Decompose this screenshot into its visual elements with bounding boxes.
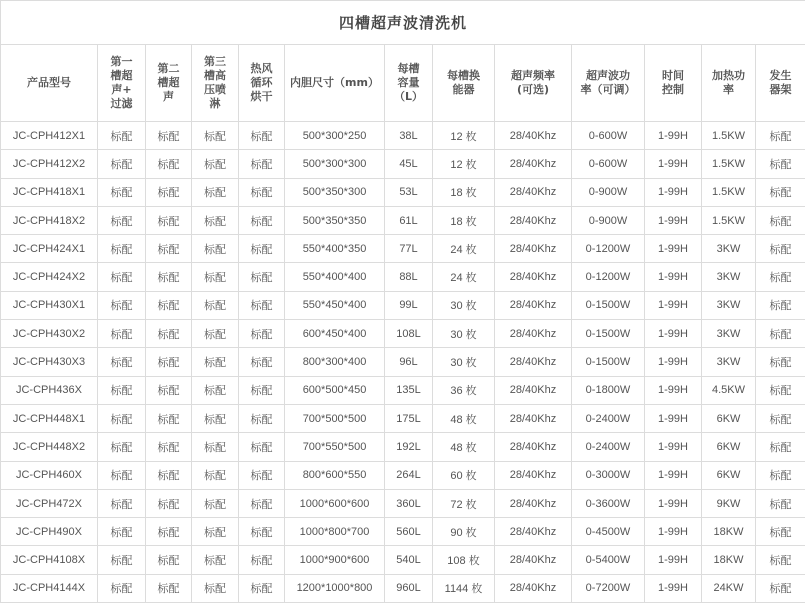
table-cell: 标配 (98, 433, 146, 461)
table-cell: 1-99H (645, 461, 702, 489)
table-cell: 标配 (146, 150, 192, 178)
table-cell: 标配 (239, 348, 285, 376)
table-cell: 标配 (239, 404, 285, 432)
table-cell: 53L (385, 178, 433, 206)
table-cell: 标配 (192, 122, 239, 150)
table-cell: 28/40Khz (495, 291, 572, 319)
table-row (1, 546, 805, 574)
table-row (1, 489, 805, 517)
table-row (1, 235, 805, 263)
table-cell: 0-1500W (572, 348, 645, 376)
table-cell: 1-99H (645, 433, 702, 461)
model-cell: JC-CPH448X1 (1, 404, 98, 432)
column-header: 第二 槽超 声 (146, 45, 192, 122)
table-cell: 标配 (146, 291, 192, 319)
table-cell: 标配 (192, 263, 239, 291)
table-cell: 30 枚 (433, 320, 495, 348)
table-cell: 0-1800W (572, 376, 645, 404)
table-cell: 标配 (756, 235, 805, 263)
table-cell: 700*500*500 (285, 404, 385, 432)
table-cell: 标配 (192, 376, 239, 404)
table-cell: 28/40Khz (495, 404, 572, 432)
table-cell: 175L (385, 404, 433, 432)
table-row (1, 461, 805, 489)
table-cell: 标配 (756, 348, 805, 376)
table-cell: 标配 (192, 546, 239, 574)
table-cell: 标配 (756, 263, 805, 291)
table-cell: 0-7200W (572, 574, 645, 602)
table-cell: 1-99H (645, 404, 702, 432)
table-cell: 标配 (146, 546, 192, 574)
table-cell: 1.5KW (702, 122, 756, 150)
column-header: 热风 循环 烘干 (239, 45, 285, 122)
table-cell: 108L (385, 320, 433, 348)
table-cell: 标配 (98, 235, 146, 263)
table-cell: 标配 (98, 546, 146, 574)
table-cell: 标配 (192, 574, 239, 602)
table-cell: 3KW (702, 235, 756, 263)
table-cell: 标配 (756, 150, 805, 178)
table-cell: 61L (385, 206, 433, 234)
table-cell: 1-99H (645, 489, 702, 517)
table-cell: 0-1200W (572, 263, 645, 291)
table-cell: 48 枚 (433, 404, 495, 432)
table-cell: 标配 (146, 235, 192, 263)
model-cell: JC-CPH430X2 (1, 320, 98, 348)
table-cell: 600*500*450 (285, 376, 385, 404)
column-header: 时间 控制 (645, 45, 702, 122)
table-cell: 标配 (239, 518, 285, 546)
table-cell: 1000*600*600 (285, 489, 385, 517)
table-cell: 108 枚 (433, 546, 495, 574)
table-cell: 500*300*250 (285, 122, 385, 150)
model-cell: JC-CPH460X (1, 461, 98, 489)
table-cell: 1000*900*600 (285, 546, 385, 574)
table-cell: 标配 (98, 518, 146, 546)
table-cell: 550*400*350 (285, 235, 385, 263)
table-cell: 28/40Khz (495, 122, 572, 150)
table-cell: 标配 (98, 376, 146, 404)
table-cell: 3KW (702, 348, 756, 376)
table-cell: 264L (385, 461, 433, 489)
table-cell: 48 枚 (433, 433, 495, 461)
table-cell: 1.5KW (702, 206, 756, 234)
column-header: 发生 器架 (756, 45, 805, 122)
table-cell: 38L (385, 122, 433, 150)
table-cell: 标配 (756, 122, 805, 150)
table-cell: 500*350*350 (285, 206, 385, 234)
table-cell: 192L (385, 433, 433, 461)
table-cell: 540L (385, 546, 433, 574)
table-body (1, 122, 805, 603)
table-cell: 12 枚 (433, 150, 495, 178)
table-cell: 标配 (192, 433, 239, 461)
table-cell: 标配 (98, 574, 146, 602)
table-cell: 28/40Khz (495, 376, 572, 404)
table-cell: 标配 (756, 546, 805, 574)
table-cell: 标配 (192, 404, 239, 432)
table-cell: 1-99H (645, 263, 702, 291)
table-cell: 28/40Khz (495, 235, 572, 263)
table-row (1, 376, 805, 404)
table-row (1, 291, 805, 319)
table-cell: 标配 (239, 546, 285, 574)
table-cell: 标配 (756, 404, 805, 432)
table-cell: 标配 (146, 489, 192, 517)
table-cell: 60 枚 (433, 461, 495, 489)
table-cell: 0-2400W (572, 433, 645, 461)
table-cell: 标配 (146, 404, 192, 432)
table-cell: 550*400*400 (285, 263, 385, 291)
table-cell: 0-4500W (572, 518, 645, 546)
table-cell: 标配 (98, 320, 146, 348)
table-row (1, 518, 805, 546)
page-title: 四槽超声波清洗机 (1, 1, 805, 45)
table-cell: 24 枚 (433, 263, 495, 291)
table-cell: 标配 (98, 461, 146, 489)
table-cell: 标配 (98, 263, 146, 291)
table-cell: 标配 (756, 574, 805, 602)
table-cell: 标配 (239, 178, 285, 206)
table-cell: 1-99H (645, 291, 702, 319)
table-cell: 1-99H (645, 122, 702, 150)
table-cell: 标配 (192, 178, 239, 206)
table-cell: 1-99H (645, 320, 702, 348)
table-cell: 12 枚 (433, 122, 495, 150)
table-cell: 88L (385, 263, 433, 291)
table-cell: 1.5KW (702, 178, 756, 206)
model-cell: JC-CPH424X1 (1, 235, 98, 263)
table-cell: 1-99H (645, 546, 702, 574)
table-cell: 标配 (239, 291, 285, 319)
table-cell: 0-600W (572, 122, 645, 150)
table-cell: 1200*1000*800 (285, 574, 385, 602)
model-cell: JC-CPH4144X (1, 574, 98, 602)
table-cell: 1000*800*700 (285, 518, 385, 546)
table-row (1, 150, 805, 178)
model-cell: JC-CPH490X (1, 518, 98, 546)
table-cell: 0-600W (572, 150, 645, 178)
table-cell: 28/40Khz (495, 348, 572, 376)
table-cell: 标配 (146, 206, 192, 234)
table-cell: 标配 (98, 291, 146, 319)
table-cell: 30 枚 (433, 291, 495, 319)
table-cell: 6KW (702, 404, 756, 432)
table-cell: 标配 (146, 122, 192, 150)
table-cell: 标配 (239, 122, 285, 150)
table-cell: 标配 (756, 489, 805, 517)
table-cell: 标配 (98, 489, 146, 517)
column-header: 每槽换 能器 (433, 45, 495, 122)
model-cell: JC-CPH472X (1, 489, 98, 517)
model-cell: JC-CPH424X2 (1, 263, 98, 291)
table-cell: 标配 (756, 178, 805, 206)
table-cell: 0-1200W (572, 235, 645, 263)
table-cell: 600*450*400 (285, 320, 385, 348)
table-cell: 标配 (756, 461, 805, 489)
table-cell: 1-99H (645, 206, 702, 234)
table-cell: 标配 (239, 150, 285, 178)
table-cell: 标配 (192, 489, 239, 517)
table-row (1, 263, 805, 291)
table-cell: 标配 (756, 376, 805, 404)
table-cell: 28/40Khz (495, 518, 572, 546)
table-cell: 0-3000W (572, 461, 645, 489)
table-cell: 标配 (756, 518, 805, 546)
table-cell: 标配 (98, 178, 146, 206)
table-cell: 1-99H (645, 574, 702, 602)
table-cell: 标配 (239, 574, 285, 602)
table-cell: 28/40Khz (495, 263, 572, 291)
table-cell: 18KW (702, 518, 756, 546)
table-cell: 135L (385, 376, 433, 404)
table-cell: 36 枚 (433, 376, 495, 404)
table-cell: 18 枚 (433, 206, 495, 234)
table-cell: 标配 (146, 376, 192, 404)
table-cell: 标配 (756, 320, 805, 348)
table-cell: 标配 (239, 461, 285, 489)
table-cell: 标配 (98, 348, 146, 376)
table-cell: 960L (385, 574, 433, 602)
table-cell: 30 枚 (433, 348, 495, 376)
table-cell: 标配 (239, 206, 285, 234)
model-cell: JC-CPH436X (1, 376, 98, 404)
table-cell: 标配 (146, 518, 192, 546)
table-cell: 1-99H (645, 178, 702, 206)
column-header: 第一 槽超 声+ 过滤 (98, 45, 146, 122)
table-cell: 96L (385, 348, 433, 376)
column-header: 内胆尺寸（mm） (285, 45, 385, 122)
table-row (1, 320, 805, 348)
table-cell: 1-99H (645, 150, 702, 178)
table-cell: 700*550*500 (285, 433, 385, 461)
table-cell: 28/40Khz (495, 150, 572, 178)
table-cell: 28/40Khz (495, 574, 572, 602)
table-cell: 标配 (146, 574, 192, 602)
table-row (1, 206, 805, 234)
table-row (1, 122, 805, 150)
model-cell: JC-CPH412X1 (1, 122, 98, 150)
table-cell: 550*450*400 (285, 291, 385, 319)
table-cell: 3KW (702, 320, 756, 348)
table-cell: 28/40Khz (495, 178, 572, 206)
table-cell: 0-5400W (572, 546, 645, 574)
table-cell: 标配 (239, 376, 285, 404)
model-cell: JC-CPH430X3 (1, 348, 98, 376)
column-header: 第三 槽高 压喷 淋 (192, 45, 239, 122)
table-cell: 18KW (702, 546, 756, 574)
table-cell: 800*300*400 (285, 348, 385, 376)
table-cell: 500*300*300 (285, 150, 385, 178)
model-cell: JC-CPH418X2 (1, 206, 98, 234)
table-cell: 标配 (146, 320, 192, 348)
table-cell: 标配 (146, 263, 192, 291)
model-cell: JC-CPH448X2 (1, 433, 98, 461)
table-cell: 标配 (98, 122, 146, 150)
table-cell: 标配 (756, 433, 805, 461)
table-cell: 90 枚 (433, 518, 495, 546)
table-cell: 1.5KW (702, 150, 756, 178)
column-header: 产品型号 (1, 45, 98, 122)
table-cell: 标配 (239, 433, 285, 461)
column-header: 超声频率 (可选) (495, 45, 572, 122)
table-cell: 标配 (192, 206, 239, 234)
table-cell: 0-1500W (572, 291, 645, 319)
table-cell: 1-99H (645, 376, 702, 404)
table-cell: 24KW (702, 574, 756, 602)
table-cell: 标配 (192, 348, 239, 376)
table-cell: 28/40Khz (495, 206, 572, 234)
table-cell: 0-2400W (572, 404, 645, 432)
table-cell: 28/40Khz (495, 320, 572, 348)
table-cell: 500*350*300 (285, 178, 385, 206)
table-cell: 标配 (98, 206, 146, 234)
table-cell: 标配 (192, 291, 239, 319)
table-cell: 6KW (702, 433, 756, 461)
column-header: 超声波功 率（可调） (572, 45, 645, 122)
table-cell: 1-99H (645, 235, 702, 263)
table-cell: 标配 (146, 178, 192, 206)
table-cell: 1-99H (645, 518, 702, 546)
table-cell: 4.5KW (702, 376, 756, 404)
table-cell: 0-1500W (572, 320, 645, 348)
table-cell: 1-99H (645, 348, 702, 376)
table-cell: 0-900W (572, 206, 645, 234)
table-cell: 28/40Khz (495, 546, 572, 574)
table-cell: 标配 (192, 150, 239, 178)
table-cell: 99L (385, 291, 433, 319)
table-cell: 标配 (98, 150, 146, 178)
table-cell: 标配 (756, 206, 805, 234)
table-cell: 3KW (702, 263, 756, 291)
table-cell: 标配 (192, 461, 239, 489)
table-row (1, 178, 805, 206)
model-cell: JC-CPH418X1 (1, 178, 98, 206)
title-row (1, 1, 805, 45)
table-cell: 标配 (239, 320, 285, 348)
table-cell: 标配 (192, 235, 239, 263)
model-cell: JC-CPH412X2 (1, 150, 98, 178)
table-cell: 标配 (239, 235, 285, 263)
table-cell: 6KW (702, 461, 756, 489)
table-cell: 0-3600W (572, 489, 645, 517)
table-row (1, 348, 805, 376)
header-row (1, 45, 805, 122)
table-cell: 77L (385, 235, 433, 263)
table-cell: 72 枚 (433, 489, 495, 517)
table-cell: 360L (385, 489, 433, 517)
table-cell: 800*600*550 (285, 461, 385, 489)
table-cell: 28/40Khz (495, 461, 572, 489)
table-cell: 标配 (146, 433, 192, 461)
table-cell: 3KW (702, 291, 756, 319)
table-cell: 28/40Khz (495, 433, 572, 461)
model-cell: JC-CPH430X1 (1, 291, 98, 319)
table-cell: 18 枚 (433, 178, 495, 206)
table-cell: 0-900W (572, 178, 645, 206)
table-row (1, 404, 805, 432)
table-row (1, 574, 805, 602)
table-cell: 24 枚 (433, 235, 495, 263)
table-cell: 标配 (146, 461, 192, 489)
column-header: 每槽 容量 （L） (385, 45, 433, 122)
model-cell: JC-CPH4108X (1, 546, 98, 574)
table-cell: 560L (385, 518, 433, 546)
table-cell: 9KW (702, 489, 756, 517)
table-cell: 标配 (146, 348, 192, 376)
table-cell: 标配 (192, 320, 239, 348)
table-cell: 标配 (239, 489, 285, 517)
table-cell: 1144 枚 (433, 574, 495, 602)
table-row (1, 433, 805, 461)
table-cell: 45L (385, 150, 433, 178)
table-cell: 28/40Khz (495, 489, 572, 517)
column-header: 加热功 率 (702, 45, 756, 122)
table-cell: 标配 (239, 263, 285, 291)
table-cell: 标配 (98, 404, 146, 432)
table-cell: 标配 (756, 291, 805, 319)
table-cell: 标配 (192, 518, 239, 546)
